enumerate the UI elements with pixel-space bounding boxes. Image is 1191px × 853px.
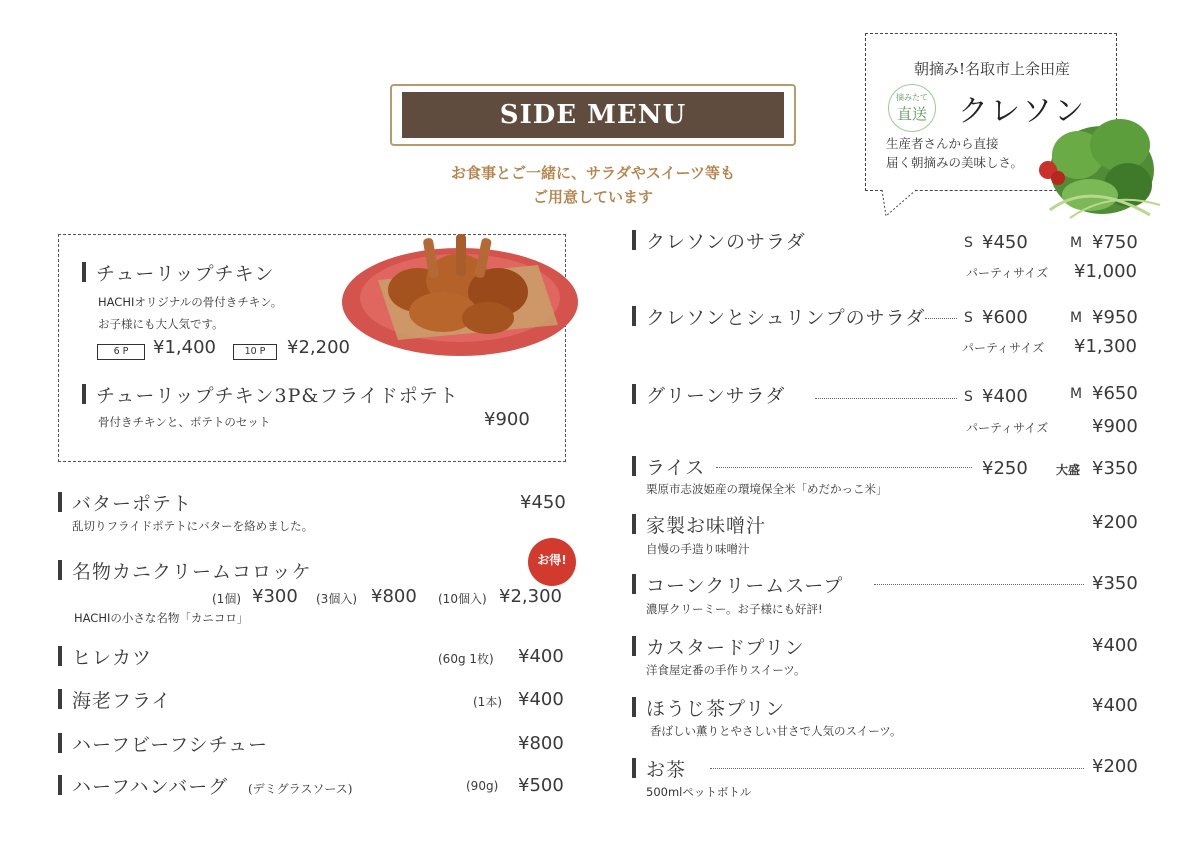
qty-label: (90g) bbox=[466, 779, 499, 793]
item-name: バターポテト bbox=[72, 493, 193, 515]
item-price: ¥800 bbox=[371, 586, 417, 607]
page-title: SIDE MENU bbox=[499, 100, 687, 130]
leader-dots bbox=[925, 318, 957, 319]
item-name: 名物カニクリームコロッケ bbox=[72, 561, 312, 583]
item-name: ほうじ茶プリン bbox=[646, 698, 786, 720]
title-marker bbox=[58, 689, 62, 709]
qty-label: (1本) bbox=[473, 695, 502, 709]
item-name: ライス bbox=[646, 457, 706, 479]
subtitle-line-1: お食事とご一緒に、サラダやスイーツ等も bbox=[451, 164, 735, 182]
chicken-10p-price: ¥2,200 bbox=[287, 337, 350, 358]
item-price: ¥200 bbox=[1092, 756, 1138, 777]
item-desc: 濃厚クリーミー。お子様にも好評! bbox=[646, 602, 823, 616]
leader-dots bbox=[815, 398, 957, 399]
item-price: ¥800 bbox=[518, 733, 564, 754]
party-size-label: パーティサイズ bbox=[966, 421, 1049, 435]
title-marker bbox=[58, 733, 62, 753]
item-name: クレソンのサラダ bbox=[646, 231, 806, 253]
deal-badge: お得! bbox=[528, 538, 576, 586]
item-name: グリーンサラダ bbox=[646, 385, 786, 407]
qty-label: (60g 1枚) bbox=[438, 652, 494, 666]
size-s-price: ¥450 bbox=[982, 232, 1028, 253]
qty-label: (1個) bbox=[212, 592, 241, 606]
leader-dots bbox=[874, 584, 1084, 585]
item-price: ¥2,300 bbox=[499, 586, 562, 607]
size-m-label: M bbox=[1070, 235, 1083, 251]
callout-tail bbox=[880, 188, 920, 220]
title-marker bbox=[58, 492, 62, 512]
size-m-label: M bbox=[1070, 310, 1083, 326]
title-marker bbox=[632, 758, 636, 778]
title-marker bbox=[58, 775, 62, 795]
title-marker bbox=[58, 646, 62, 666]
title-marker bbox=[632, 574, 636, 594]
item-name: カスタードプリン bbox=[646, 637, 805, 659]
size-s-label: S bbox=[964, 389, 973, 405]
item-name: コーンクリームスープ bbox=[646, 575, 844, 597]
party-size-price: ¥1,000 bbox=[1074, 261, 1137, 282]
title-marker bbox=[632, 384, 636, 404]
item-price: ¥200 bbox=[1092, 512, 1138, 533]
chicken-set-desc: 骨付きチキンと、ポテトのセット bbox=[98, 415, 271, 429]
title-marker bbox=[632, 456, 636, 476]
size-m-price: ¥750 bbox=[1092, 232, 1138, 253]
title-marker bbox=[82, 384, 86, 404]
size-s-label: S bbox=[964, 235, 973, 251]
item-price: ¥450 bbox=[520, 492, 566, 513]
item-price: ¥400 bbox=[1092, 635, 1138, 656]
chicken-set-price: ¥900 bbox=[484, 409, 530, 430]
item-name: ハーフハンバーグ bbox=[72, 776, 229, 798]
item-name: クレソンとシュリンプのサラダ bbox=[646, 307, 926, 329]
leader-dots bbox=[716, 467, 972, 468]
size-tag-10p: 10 P bbox=[233, 344, 277, 360]
title-marker bbox=[632, 230, 636, 250]
chicken-6p-price: ¥1,400 bbox=[153, 337, 216, 358]
party-size-label: パーティサイズ bbox=[966, 266, 1049, 280]
menu-banner bbox=[390, 84, 796, 146]
item-price: ¥500 bbox=[518, 775, 564, 796]
size-s-price: ¥600 bbox=[982, 307, 1028, 328]
title-marker bbox=[632, 514, 636, 534]
chicken-desc-1: HACHIオリジナルの骨付きチキン。 bbox=[98, 295, 283, 309]
item-name: ハーフビーフシチュー bbox=[72, 734, 269, 756]
title-marker bbox=[632, 636, 636, 656]
item-name: お茶 bbox=[646, 759, 687, 781]
promo-desc-1: 生産者さんから直接 bbox=[886, 136, 999, 151]
title-marker bbox=[632, 306, 636, 326]
item-note: (デミグラスソース) bbox=[248, 782, 353, 796]
large-price: ¥350 bbox=[1092, 458, 1138, 479]
item-desc: 栗原市志波姫産の環境保全米「めだかっこ米」 bbox=[646, 482, 888, 496]
item-name: 家製お味噌汁 bbox=[646, 515, 767, 537]
fried-chicken-image bbox=[338, 230, 583, 360]
title-marker bbox=[632, 697, 636, 717]
fresh-stamp bbox=[888, 84, 936, 132]
party-size-price: ¥1,300 bbox=[1074, 336, 1137, 357]
item-price: ¥300 bbox=[252, 586, 298, 607]
item-desc: 乱切りフライドポテトにバターを絡めました。 bbox=[72, 519, 314, 533]
stamp-bottom: 直送 bbox=[896, 105, 927, 123]
subtitle-line-2: ご用意しています bbox=[532, 188, 653, 206]
promo-desc-2: 届く朝摘みの美味しさ。 bbox=[886, 155, 1024, 170]
title-marker bbox=[82, 262, 86, 282]
item-price: ¥350 bbox=[1092, 573, 1138, 594]
item-desc: 自慢の手造り味噌汁 bbox=[646, 542, 750, 556]
size-m-label: M bbox=[1070, 386, 1083, 402]
item-desc: HACHIの小さな名物「カニコロ」 bbox=[74, 611, 249, 625]
item-price: ¥400 bbox=[1092, 695, 1138, 716]
item-price: ¥400 bbox=[518, 646, 564, 667]
qty-label: (3個入) bbox=[316, 592, 357, 606]
size-s-label: S bbox=[964, 310, 973, 326]
item-desc: 洋食屋定番の手作りスイーツ。 bbox=[646, 663, 806, 677]
chicken-desc-2: お子様にも大人気です。 bbox=[98, 317, 224, 331]
watercress-image bbox=[1030, 100, 1165, 225]
size-tag-6p: 6 P bbox=[97, 344, 145, 360]
item-name: 海老フライ bbox=[72, 690, 172, 712]
chicken-set-title: チューリップチキン3P&フライドポテト bbox=[96, 385, 459, 407]
party-size-price: ¥900 bbox=[1092, 416, 1138, 437]
chicken-title: チューリップチキン bbox=[96, 263, 275, 285]
leader-dots bbox=[710, 768, 1084, 769]
item-price: ¥400 bbox=[518, 689, 564, 710]
promo-name: クレソン bbox=[958, 94, 1086, 129]
size-s-price: ¥400 bbox=[982, 386, 1028, 407]
size-m-price: ¥950 bbox=[1092, 307, 1138, 328]
size-m-price: ¥650 bbox=[1092, 383, 1138, 404]
title-marker bbox=[58, 560, 62, 580]
stamp-top: 摘みたて bbox=[896, 93, 928, 102]
party-size-label: パーティサイズ bbox=[962, 341, 1045, 355]
item-name: ヒレカツ bbox=[72, 647, 153, 669]
qty-label: (10個入) bbox=[438, 592, 487, 606]
item-price: ¥250 bbox=[982, 458, 1028, 479]
item-desc: 香ばしい薫りとやさしい甘さで人気のスイーツ。 bbox=[650, 724, 902, 738]
item-desc: 500mlペットボトル bbox=[646, 785, 752, 799]
large-label: 大盛 bbox=[1056, 463, 1081, 477]
callout-heading: 朝摘み!名取市上余田産 bbox=[913, 60, 1071, 78]
